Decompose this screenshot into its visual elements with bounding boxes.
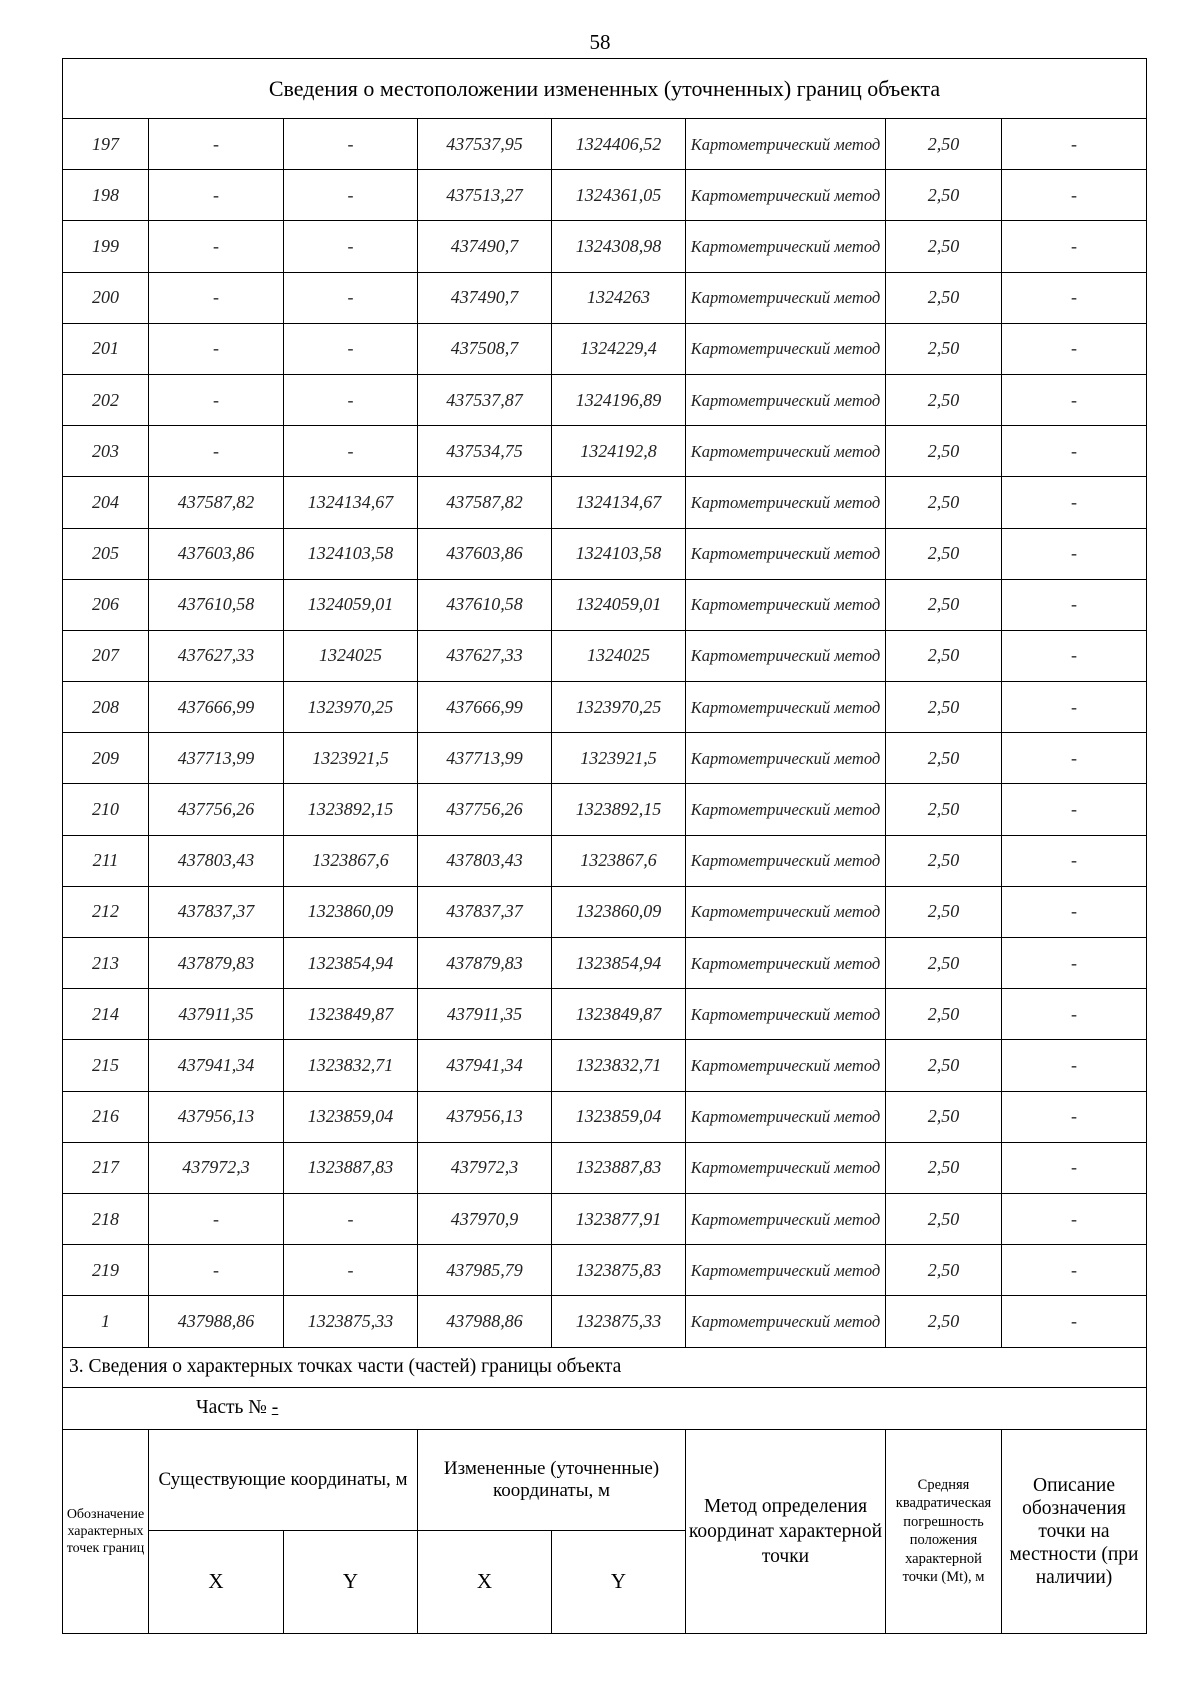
method-cell: Картометрический метод xyxy=(686,1193,886,1244)
description-cell: - xyxy=(1002,1142,1147,1193)
existing-y-cell: 1324134,67 xyxy=(284,477,418,528)
existing-x-cell: 437941,34 xyxy=(149,1040,284,1091)
table-row xyxy=(63,1296,1147,1347)
description-cell: - xyxy=(1002,426,1147,477)
changed-y-cell: 1324196,89 xyxy=(552,374,686,425)
description-cell: - xyxy=(1002,1245,1147,1296)
method-cell: Картометрический метод xyxy=(686,989,886,1040)
existing-y-cell: - xyxy=(284,323,418,374)
table-row xyxy=(63,835,1147,886)
changed-x-cell: 437513,27 xyxy=(418,170,552,221)
changed-x-cell: 437911,35 xyxy=(418,989,552,1040)
point-cell: 218 xyxy=(63,1193,149,1244)
error-cell: 2,50 xyxy=(886,938,1002,989)
page-number: 58 xyxy=(589,30,611,54)
changed-x-cell: 437972,3 xyxy=(418,1142,552,1193)
table-row xyxy=(63,119,1147,170)
method-cell: Картометрический метод xyxy=(686,119,886,170)
changed-x-cell: 437985,79 xyxy=(418,1245,552,1296)
error-cell: 2,50 xyxy=(886,528,1002,579)
method-cell: Картометрический метод xyxy=(686,886,886,937)
point-cell: 205 xyxy=(63,528,149,579)
table-row xyxy=(63,579,1147,630)
error-cell: 2,50 xyxy=(886,1142,1002,1193)
method-cell: Картометрический метод xyxy=(686,221,886,272)
changed-x-cell: 437666,99 xyxy=(418,682,552,733)
existing-y-cell: - xyxy=(284,272,418,323)
existing-y-cell: - xyxy=(284,170,418,221)
method-cell: Картометрический метод xyxy=(686,1040,886,1091)
description-cell: - xyxy=(1002,221,1147,272)
changed-x-cell: 437610,58 xyxy=(418,579,552,630)
method-cell: Картометрический метод xyxy=(686,1245,886,1296)
point-cell: 204 xyxy=(63,477,149,528)
existing-y-cell: 1324103,58 xyxy=(284,528,418,579)
description-cell: - xyxy=(1002,682,1147,733)
changed-y-cell: 1324134,67 xyxy=(552,477,686,528)
point-cell: 206 xyxy=(63,579,149,630)
description-cell: - xyxy=(1002,579,1147,630)
method-cell: Картометрический метод xyxy=(686,835,886,886)
header-method: Метод определения координат характерной точки xyxy=(686,1429,886,1633)
existing-x-cell: 437879,83 xyxy=(149,938,284,989)
changed-y-cell: 1323875,83 xyxy=(552,1245,686,1296)
header-changed-coords: Измененные (уточненные) координаты, м xyxy=(418,1429,686,1530)
existing-x-cell: - xyxy=(149,119,284,170)
table-row xyxy=(63,477,1147,528)
error-cell: 2,50 xyxy=(886,1040,1002,1091)
changed-x-cell: 437603,86 xyxy=(418,528,552,579)
error-cell: 2,50 xyxy=(886,1245,1002,1296)
table-row xyxy=(63,1142,1147,1193)
description-cell: - xyxy=(1002,784,1147,835)
error-cell: 2,50 xyxy=(886,733,1002,784)
existing-y-cell: - xyxy=(284,1193,418,1244)
table-row xyxy=(63,886,1147,937)
point-cell: 198 xyxy=(63,170,149,221)
existing-y-cell: 1324025 xyxy=(284,630,418,681)
changed-y-cell: 1323875,33 xyxy=(552,1296,686,1347)
error-cell: 2,50 xyxy=(886,1296,1002,1347)
existing-y-cell: - xyxy=(284,119,418,170)
existing-y-cell: - xyxy=(284,1245,418,1296)
point-cell: 202 xyxy=(63,374,149,425)
point-cell: 210 xyxy=(63,784,149,835)
changed-y-cell: 1323970,25 xyxy=(552,682,686,733)
existing-x-cell: - xyxy=(149,1245,284,1296)
description-cell: - xyxy=(1002,1091,1147,1142)
description-cell: - xyxy=(1002,170,1147,221)
changed-x-cell: 437490,7 xyxy=(418,272,552,323)
error-cell: 2,50 xyxy=(886,579,1002,630)
existing-x-cell: 437587,82 xyxy=(149,477,284,528)
existing-x-cell: 437603,86 xyxy=(149,528,284,579)
existing-x-cell: 437756,26 xyxy=(149,784,284,835)
description-cell: - xyxy=(1002,119,1147,170)
existing-x-cell: - xyxy=(149,170,284,221)
description-cell: - xyxy=(1002,528,1147,579)
method-cell: Картометрический метод xyxy=(686,682,886,733)
error-cell: 2,50 xyxy=(886,784,1002,835)
point-cell: 208 xyxy=(63,682,149,733)
description-cell: - xyxy=(1002,272,1147,323)
header-existing-x: X xyxy=(149,1530,284,1633)
error-cell: 2,50 xyxy=(886,682,1002,733)
header-description: Описание обозначения точки на местности (при наличии) xyxy=(1002,1429,1147,1633)
table-row xyxy=(63,1245,1147,1296)
table-row xyxy=(63,682,1147,733)
existing-x-cell: - xyxy=(149,323,284,374)
table-row xyxy=(63,784,1147,835)
changed-y-cell: 1324406,52 xyxy=(552,119,686,170)
existing-y-cell: 1323970,25 xyxy=(284,682,418,733)
table-row xyxy=(63,630,1147,681)
existing-y-cell: - xyxy=(284,221,418,272)
changed-x-cell: 437941,34 xyxy=(418,1040,552,1091)
existing-x-cell: 437666,99 xyxy=(149,682,284,733)
point-cell: 1 xyxy=(63,1296,149,1347)
method-cell: Картометрический метод xyxy=(686,528,886,579)
changed-x-cell: 437879,83 xyxy=(418,938,552,989)
header-existing-coords: Существующие координаты, м xyxy=(149,1429,418,1530)
error-cell: 2,50 xyxy=(886,886,1002,937)
method-cell: Картометрический метод xyxy=(686,374,886,425)
changed-y-cell: 1323887,83 xyxy=(552,1142,686,1193)
description-cell: - xyxy=(1002,477,1147,528)
existing-x-cell: 437956,13 xyxy=(149,1091,284,1142)
table-row xyxy=(63,221,1147,272)
existing-x-cell: 437837,37 xyxy=(149,886,284,937)
header-point-designation: Обозначение характерных точек границ xyxy=(63,1429,149,1633)
header-mean-error: Средняя квадратическая погрешность положения характерной точки (Mt), м xyxy=(886,1429,1002,1633)
existing-y-cell: 1323892,15 xyxy=(284,784,418,835)
changed-y-cell: 1323860,09 xyxy=(552,886,686,937)
changed-x-cell: 437837,37 xyxy=(418,886,552,937)
changed-y-cell: 1323859,04 xyxy=(552,1091,686,1142)
header-existing-y: Y xyxy=(284,1530,418,1633)
changed-y-cell: 1324059,01 xyxy=(552,579,686,630)
changed-y-cell: 1323867,6 xyxy=(552,835,686,886)
description-cell: - xyxy=(1002,1040,1147,1091)
existing-y-cell: - xyxy=(284,374,418,425)
description-cell: - xyxy=(1002,374,1147,425)
part-value: - xyxy=(271,1397,279,1418)
table-row xyxy=(63,170,1147,221)
changed-y-cell: 1323832,71 xyxy=(552,1040,686,1091)
description-cell: - xyxy=(1002,938,1147,989)
changed-x-cell: 437956,13 xyxy=(418,1091,552,1142)
existing-y-cell: 1323832,71 xyxy=(284,1040,418,1091)
point-cell: 211 xyxy=(63,835,149,886)
existing-x-cell: 437988,86 xyxy=(149,1296,284,1347)
changed-y-cell: 1324025 xyxy=(552,630,686,681)
method-cell: Картометрический метод xyxy=(686,733,886,784)
error-cell: 2,50 xyxy=(886,323,1002,374)
method-cell: Картометрический метод xyxy=(686,1142,886,1193)
changed-y-cell: 1324361,05 xyxy=(552,170,686,221)
changed-x-cell: 437627,33 xyxy=(418,630,552,681)
changed-x-cell: 437713,99 xyxy=(418,733,552,784)
section3-title: 3. Сведения о характерных точках части (частей) границы объекта xyxy=(63,1347,1147,1387)
error-cell: 2,50 xyxy=(886,272,1002,323)
changed-x-cell: 437537,87 xyxy=(418,374,552,425)
method-cell: Картометрический метод xyxy=(686,323,886,374)
changed-y-cell: 1324229,4 xyxy=(552,323,686,374)
changed-y-cell: 1324192,8 xyxy=(552,426,686,477)
point-cell: 215 xyxy=(63,1040,149,1091)
changed-y-cell: 1323877,91 xyxy=(552,1193,686,1244)
table-row xyxy=(63,733,1147,784)
point-cell: 200 xyxy=(63,272,149,323)
method-cell: Картометрический метод xyxy=(686,579,886,630)
existing-y-cell: 1323875,33 xyxy=(284,1296,418,1347)
point-cell: 217 xyxy=(63,1142,149,1193)
existing-x-cell: - xyxy=(149,272,284,323)
method-cell: Картометрический метод xyxy=(686,938,886,989)
existing-x-cell: 437627,33 xyxy=(149,630,284,681)
changed-x-cell: 437537,95 xyxy=(418,119,552,170)
method-cell: Картометрический метод xyxy=(686,1296,886,1347)
error-cell: 2,50 xyxy=(886,119,1002,170)
point-cell: 213 xyxy=(63,938,149,989)
point-cell: 201 xyxy=(63,323,149,374)
table-row xyxy=(63,1040,1147,1091)
changed-y-cell: 1323854,94 xyxy=(552,938,686,989)
method-cell: Картометрический метод xyxy=(686,1091,886,1142)
table-row xyxy=(63,528,1147,579)
existing-x-cell: 437713,99 xyxy=(149,733,284,784)
existing-y-cell: - xyxy=(284,426,418,477)
existing-y-cell: 1323867,6 xyxy=(284,835,418,886)
table-row xyxy=(63,938,1147,989)
changed-y-cell: 1323921,5 xyxy=(552,733,686,784)
changed-y-cell: 1324103,58 xyxy=(552,528,686,579)
error-cell: 2,50 xyxy=(886,1091,1002,1142)
description-cell: - xyxy=(1002,1193,1147,1244)
description-cell: - xyxy=(1002,989,1147,1040)
description-cell: - xyxy=(1002,323,1147,374)
error-cell: 2,50 xyxy=(886,374,1002,425)
method-cell: Картометрический метод xyxy=(686,426,886,477)
error-cell: 2,50 xyxy=(886,170,1002,221)
error-cell: 2,50 xyxy=(886,630,1002,681)
changed-y-cell: 1324263 xyxy=(552,272,686,323)
table-row xyxy=(63,989,1147,1040)
existing-y-cell: 1323921,5 xyxy=(284,733,418,784)
existing-x-cell: - xyxy=(149,1193,284,1244)
changed-x-cell: 437534,75 xyxy=(418,426,552,477)
description-cell: - xyxy=(1002,886,1147,937)
part-number xyxy=(63,1387,1147,1429)
point-cell: 216 xyxy=(63,1091,149,1142)
point-cell: 199 xyxy=(63,221,149,272)
table-row xyxy=(63,426,1147,477)
description-cell: - xyxy=(1002,733,1147,784)
existing-x-cell: 437972,3 xyxy=(149,1142,284,1193)
description-cell: - xyxy=(1002,630,1147,681)
existing-x-cell: 437803,43 xyxy=(149,835,284,886)
existing-y-cell: 1324059,01 xyxy=(284,579,418,630)
method-cell: Картометрический метод xyxy=(686,170,886,221)
existing-x-cell: - xyxy=(149,221,284,272)
error-cell: 2,50 xyxy=(886,426,1002,477)
table-row xyxy=(63,272,1147,323)
method-cell: Картометрический метод xyxy=(686,784,886,835)
changed-y-cell: 1323849,87 xyxy=(552,989,686,1040)
error-cell: 2,50 xyxy=(886,989,1002,1040)
error-cell: 2,50 xyxy=(886,477,1002,528)
error-cell: 2,50 xyxy=(886,221,1002,272)
changed-x-cell: 437803,43 xyxy=(418,835,552,886)
point-cell: 212 xyxy=(63,886,149,937)
point-cell: 209 xyxy=(63,733,149,784)
point-cell: 203 xyxy=(63,426,149,477)
existing-x-cell: - xyxy=(149,426,284,477)
method-cell: Картометрический метод xyxy=(686,272,886,323)
existing-y-cell: 1323859,04 xyxy=(284,1091,418,1142)
existing-x-cell: 437610,58 xyxy=(149,579,284,630)
description-cell: - xyxy=(1002,1296,1147,1347)
changed-x-cell: 437587,82 xyxy=(418,477,552,528)
header-changed-x: X xyxy=(418,1530,552,1633)
header-changed-y: Y xyxy=(552,1530,686,1633)
table-row xyxy=(63,323,1147,374)
changed-y-cell: 1323892,15 xyxy=(552,784,686,835)
part-label: Часть № xyxy=(196,1397,267,1418)
changed-x-cell: 437756,26 xyxy=(418,784,552,835)
point-cell: 197 xyxy=(63,119,149,170)
existing-x-cell: - xyxy=(149,374,284,425)
table-row xyxy=(63,374,1147,425)
method-cell: Картометрический метод xyxy=(686,477,886,528)
changed-x-cell: 437970,9 xyxy=(418,1193,552,1244)
existing-y-cell: 1323854,94 xyxy=(284,938,418,989)
changed-y-cell: 1324308,98 xyxy=(552,221,686,272)
point-cell: 214 xyxy=(63,989,149,1040)
boundary-table xyxy=(62,58,1147,1634)
method-cell: Картометрический метод xyxy=(686,630,886,681)
point-cell: 219 xyxy=(63,1245,149,1296)
error-cell: 2,50 xyxy=(886,1193,1002,1244)
changed-x-cell: 437490,7 xyxy=(418,221,552,272)
existing-y-cell: 1323860,09 xyxy=(284,886,418,937)
point-cell: 207 xyxy=(63,630,149,681)
table-row xyxy=(63,1193,1147,1244)
existing-y-cell: 1323849,87 xyxy=(284,989,418,1040)
table-title: Сведения о местоположении измененных (уточненных) границ объекта xyxy=(63,59,1147,119)
existing-y-cell: 1323887,83 xyxy=(284,1142,418,1193)
changed-x-cell: 437508,7 xyxy=(418,323,552,374)
changed-x-cell: 437988,86 xyxy=(418,1296,552,1347)
error-cell: 2,50 xyxy=(886,835,1002,886)
description-cell: - xyxy=(1002,835,1147,886)
table-row xyxy=(63,1091,1147,1142)
existing-x-cell: 437911,35 xyxy=(149,989,284,1040)
